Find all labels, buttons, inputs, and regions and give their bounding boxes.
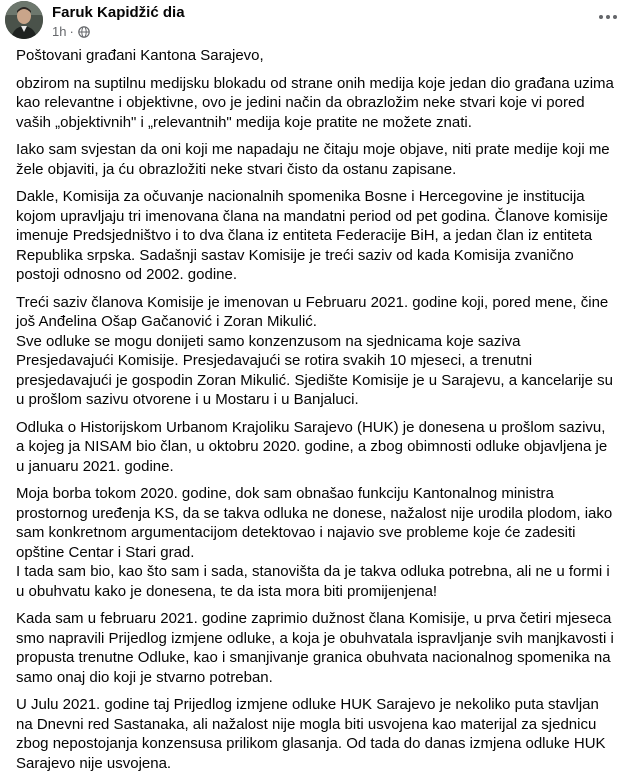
post-meta: [52, 24, 90, 39]
meta-separator: ·: [69, 24, 74, 39]
post-paragraph: Iako sam svjestan da oni koji me napadaju ne čitaju moje objave, niti prate medije koji me žele objaviti, ja ću obrazložiti neke stvari čisto da ostanu zapisane.: [16, 141, 610, 178]
author-name[interactable]: Faruk Kapidžić dia: [52, 4, 185, 21]
avatar[interactable]: [5, 1, 43, 39]
post-paragraph: obzirom na suptilnu medijsku blokadu od strane onih medija koje jedan dio građana uzima kao relevantne i objektivne, ovo je jedini način da obrazložim neke stvari koje vi pored vaših „objektivnih" i „relevantnih" medija koje pratite ne možete znati.: [16, 74, 614, 131]
post-paragraph: Poštovani građani Kantona Sarajevo,: [16, 47, 264, 64]
post-body: [16, 46, 616, 781]
profile-photo-icon: [5, 1, 43, 39]
post-paragraph: U Julu 2021. godine taj Prijedlog izmjene odluke HUK Sarajevo je nekoliko puta stavljan na Dnevni red Sastanaka, ali nažalost nije mogla biti usvojena kao materijal za sjednicu zbog nepostojanja konzensusa prilikom glasanja. Od tada do danas izmjena odluke HUK Sarajevo nije usvojena.: [16, 696, 606, 772]
post-paragraph: Dakle, Komisija za očuvanje nacionalnih spomenika Bosne i Hercegovine je institucija kojom upravljaju tri imenovana člana na mandatni period od pet godina. Članove komisije imenuje Predsjedništvo i to dva člana iz entiteta Federacije BiH, a jedan član iz entiteta Republika srpska. Sadašnji sastav Komisije je treći saziv od kada Komisija zvanično postoji odnosno od 2002. godine.: [16, 188, 609, 283]
post-paragraph: Treći saziv članova Komisije je imenovan u Februaru 2021. godine koji, pored mene, čine još Anđelina Ošap Gačanović i Zoran Mikulić. Sve odluke se mogu donijeti samo konzenzusom na sjednicama koje saziva Presjedavajući Komisije. Presjedavajući se rotira svakih 10 mjeseci, a trenutni presjedavajući je gospodin Zoran Mikulić. Sjedište Komisije je u Sarajevu, a kancelarije su u prošlom sazivu otvorene i u Mostaru i u Banjaluci.: [16, 293, 613, 408]
post-paragraph: Kada sam u februaru 2021. godine zaprimio dužnost člana Komisije, u prva četiri mjeseca smo napravili Prijedlog izmjene odluke, a koja je obuhvatala ispravljanje svih manjkavosti i propusta trenutne Odluke, kao i smanjivanje granica obuhvata nacionalnog spomenika na samo onaj dio koji je stvarno potreban.: [16, 610, 614, 686]
post-paragraph: Moja borba tokom 2020. godine, dok sam obnašao funkciju Kantonalnog ministra prostornog uređenja KS, da se takva odluka ne donese, nažalost nije urodila plodom, iako sam konkretnom argumentacijom detektovao i najavio sve probleme koje će zadesiti opštine Centar i Stari grad. I tada sam bio, kao što sam i sada, stanovišta da je takva odluka potrebna, ali ne u formi i u obuhvatu kako je donesena, te da ista mora biti promijenjena!: [16, 485, 613, 600]
post-paragraph: Odluka o Historijskom Urbanom Krajoliku Sarajevo (HUK) je donesena u prošlom sazivu, a kojeg ja NISAM bio član, u oktobru 2020. godine, a zbog obimnosti odluke objavljena je u januaru 2021. godine.: [16, 418, 608, 475]
post-header: [0, 0, 632, 44]
post-time[interactable]: 1h: [52, 24, 67, 39]
more-options-icon[interactable]: [594, 6, 622, 28]
globe-icon[interactable]: [78, 26, 90, 38]
